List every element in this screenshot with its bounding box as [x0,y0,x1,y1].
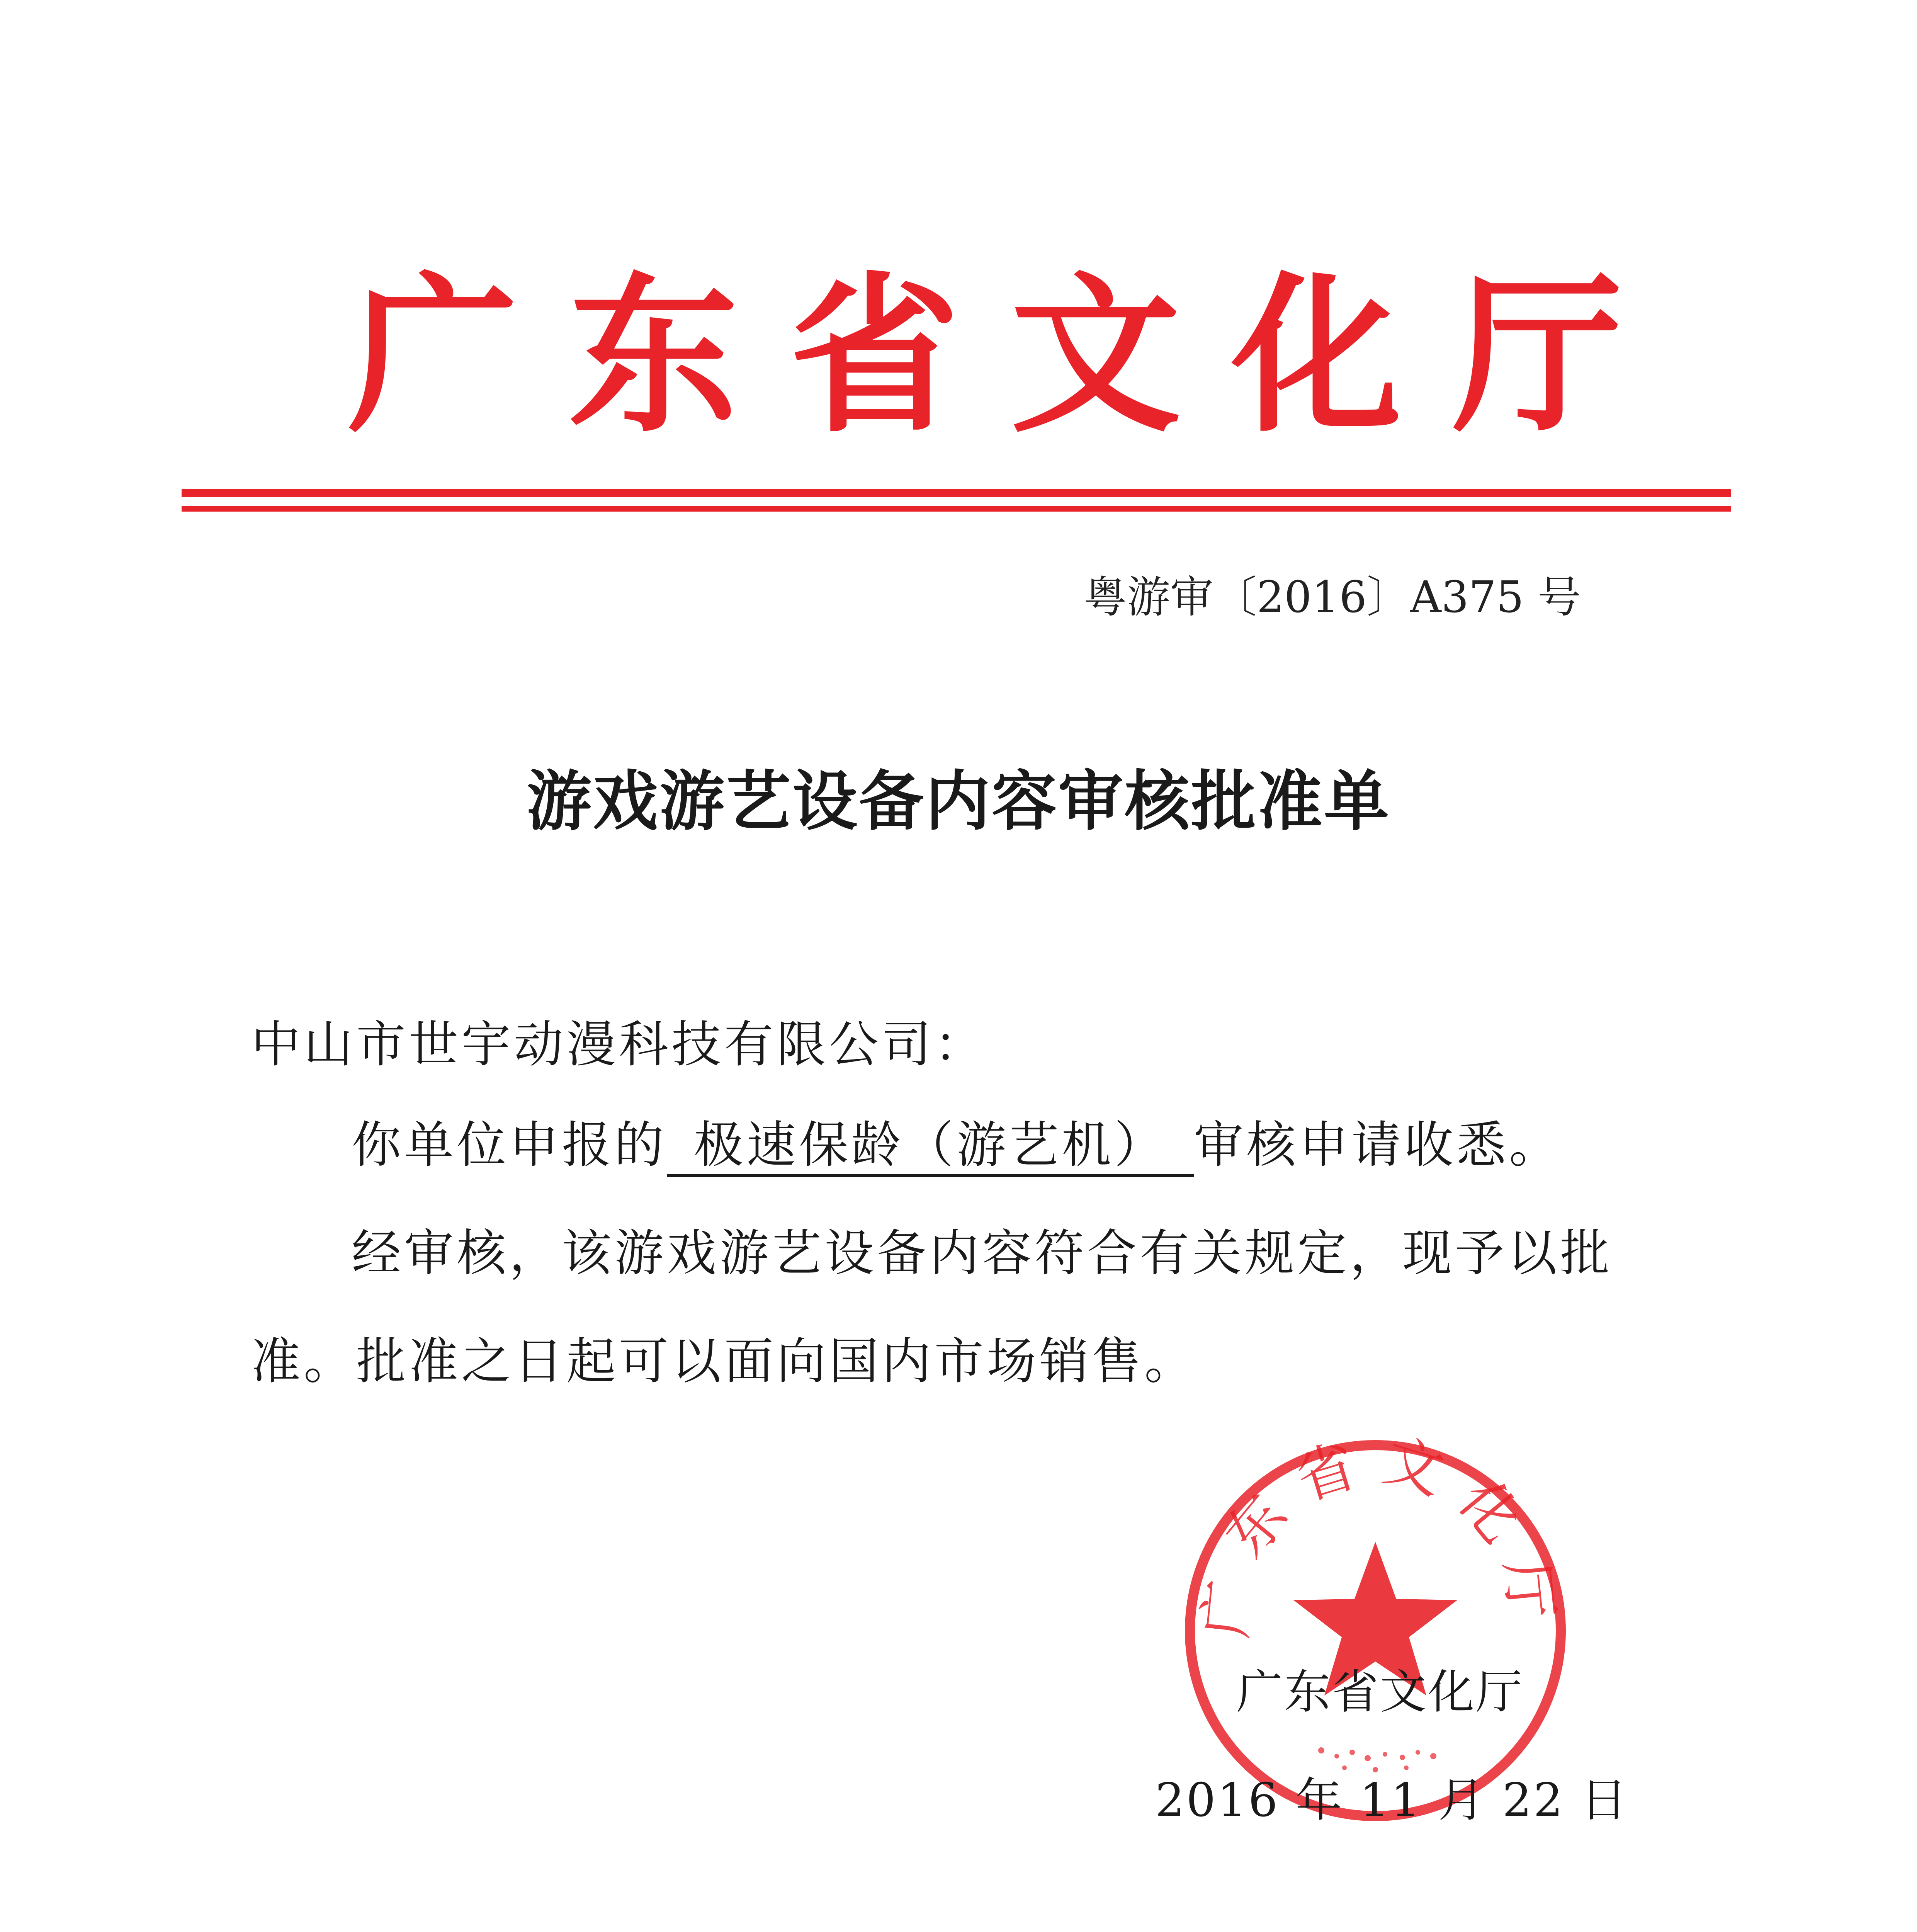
header-divider-thin [182,506,1731,512]
letterhead-char: 文 [1011,255,1181,455]
letterhead-char: 东 [569,255,739,455]
header-divider-thick [182,489,1731,497]
paragraph-1-prefix: 你单位申报的 [352,1116,667,1174]
document-number: 粤游审〔2016〕A375 号 [1083,572,1581,622]
official-seal-icon [1174,1430,1576,1832]
letterhead-char: 化 [1232,255,1402,455]
paragraph-1-suffix: 审核申请收悉。 [1194,1116,1562,1174]
letterhead-char: 省 [790,255,960,455]
letterhead-char: 广 [348,255,518,455]
letterhead-title [348,255,1623,455]
addressee: 中山市世宇动漫科技有限公司： [251,1016,987,1073]
document-title: 游戏游艺设备内容审核批准单 [527,764,1390,839]
issue-date: 2016 年 11 月 22 日 [1155,1774,1629,1827]
body-paragraph-2-continued: 准。批准之日起可以面向国内市场销售。 [251,1333,1197,1390]
body-paragraph-1 [352,1116,1562,1177]
body-paragraph-2: 经审核，该游戏游艺设备内容符合有关规定，现予以批 [352,1225,1613,1282]
seal-ring-text: 广东省文化厅 [1191,1430,1567,1641]
issuer-name: 广东省文化厅 [1236,1665,1524,1719]
product-name-field: 极速保龄（游艺机） [667,1121,1194,1177]
letterhead-char: 厅 [1453,255,1623,455]
